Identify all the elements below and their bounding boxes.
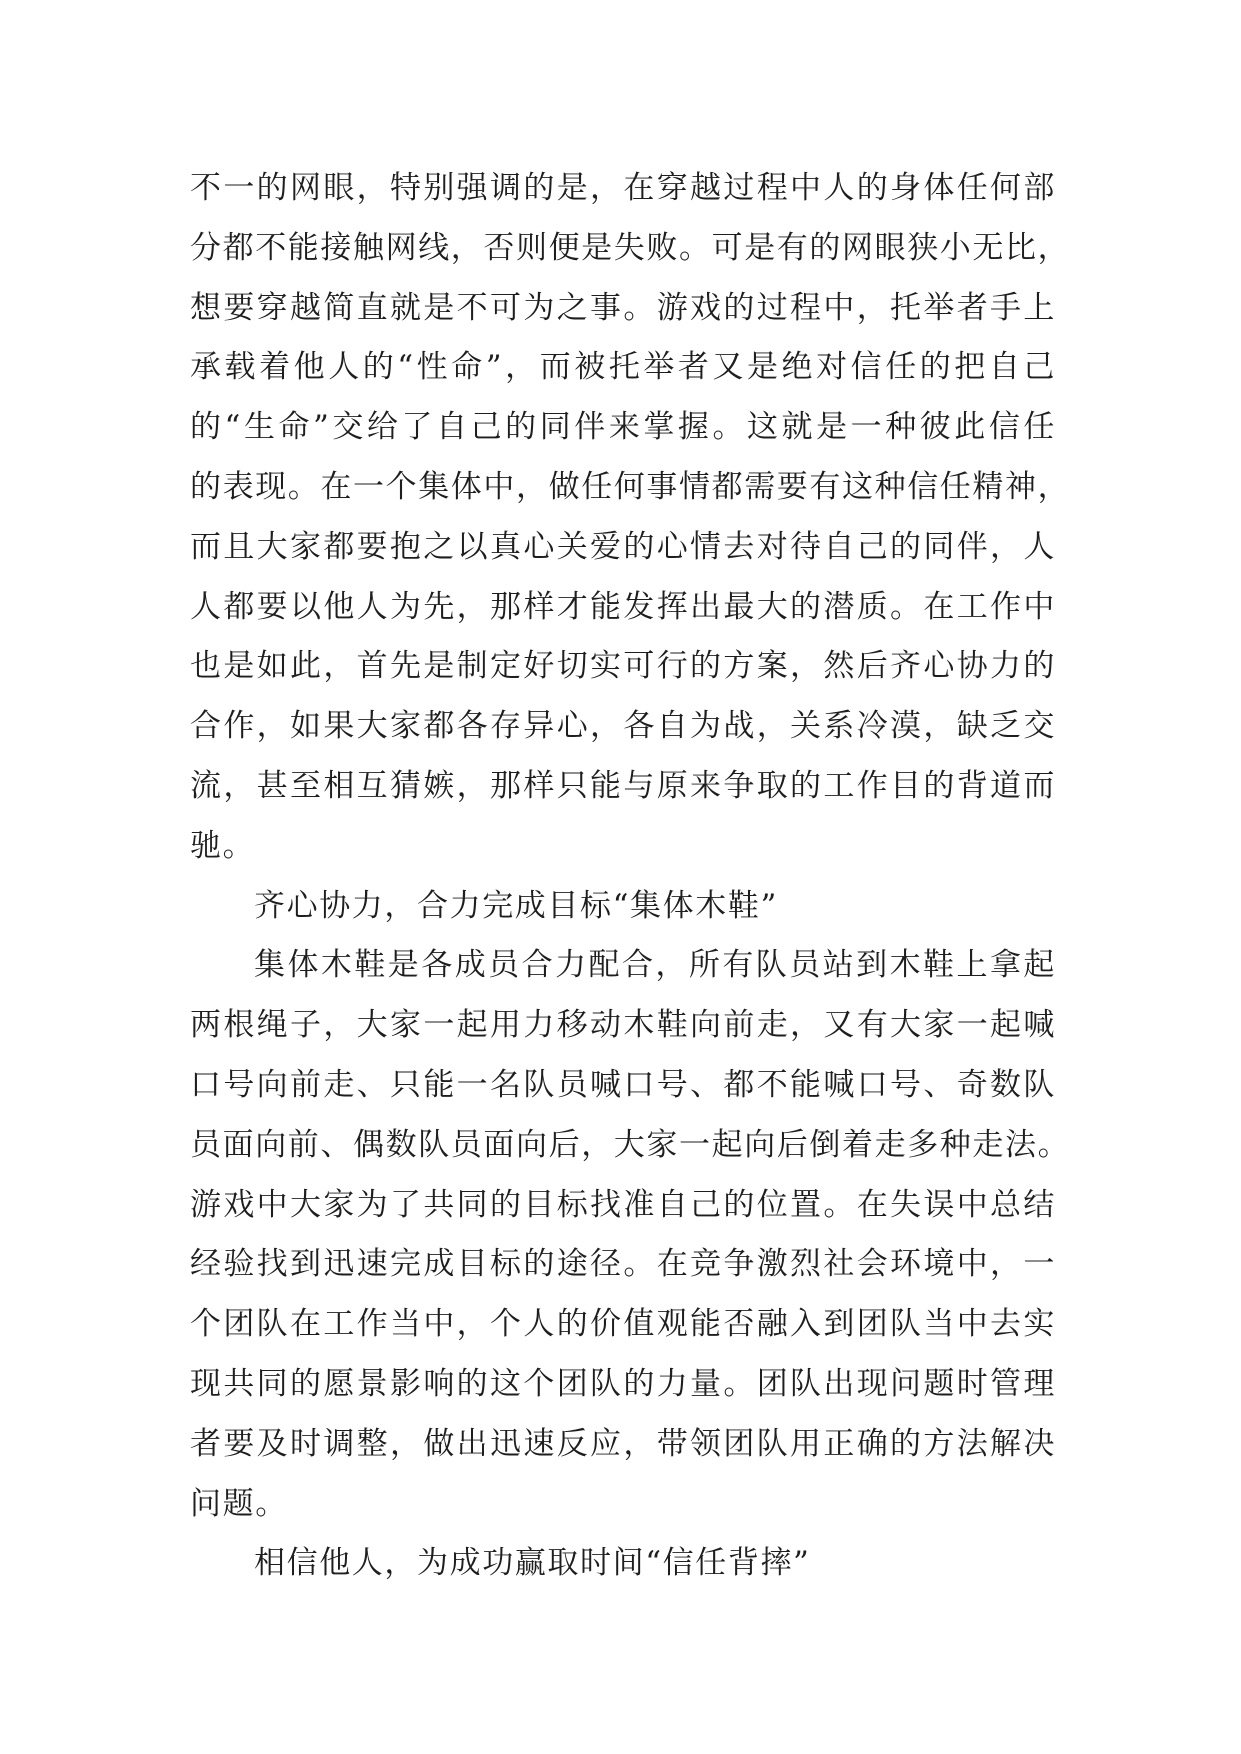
- text-line: 问题。: [190, 1485, 288, 1522]
- heading-line: 齐心协力，合力完成目标“集体木鞋”: [254, 887, 778, 924]
- text-line: 也是如此，首先是制定好切实可行的方案，然后齐心协力的: [190, 648, 1056, 685]
- text-line: 的表现。在一个集体中，做任何事情都需要有这种信任精神，: [190, 468, 1071, 505]
- text-line: 分都不能接触网线，否则便是失败。可是有的网眼狭小无比，: [190, 229, 1071, 266]
- text-line: 不一的网眼，特别强调的是，在穿越过程中人的身体任何部: [190, 170, 1056, 206]
- text-line: 口号向前走、只能一名队员喊口号、都不能喊口号、奇数队: [190, 1066, 1056, 1103]
- text-line: 合作，如果大家都各存异心，各自为战，关系冷漠，缺乏交: [190, 708, 1056, 745]
- text-line: 经验找到迅速完成目标的途径。在竞争激烈社会环境中，一: [190, 1246, 1056, 1283]
- document-body: [190, 159, 1071, 1594]
- section-heading-trust-fall: [190, 1534, 1056, 1594]
- text-line: 人都要以他人为先，那样才能发挥出最大的潜质。在工作中: [190, 588, 1056, 625]
- text-line: 游戏中大家为了共同的目标找准自己的位置。在失误中总结: [190, 1186, 1056, 1223]
- text-line: 承载着他人的“性命”，而被托举者又是绝对信任的把自己: [190, 349, 1056, 386]
- text-line: 两根绳子，大家一起用力移动木鞋向前走，又有大家一起喊: [190, 1007, 1056, 1044]
- text-line: 现共同的愿景影响的这个团队的力量。团队出现问题时管理: [190, 1365, 1056, 1402]
- text-line: 个团队在工作当中，个人的价值观能否融入到团队当中去实: [190, 1306, 1056, 1343]
- text-line: 的“生命”交给了自己的同伴来掌握。这就是一种彼此信任: [190, 409, 1056, 446]
- heading-line: 相信他人，为成功赢取时间“信任背摔”: [254, 1545, 811, 1582]
- text-line: 驰。: [190, 827, 256, 864]
- text-line: 员面向前、偶数队员面向后，大家一起向后倒着走多种走法。: [190, 1126, 1071, 1163]
- text-line: 集体木鞋是各成员合力配合，所有队员站到木鞋上拿起: [254, 947, 1056, 984]
- text-line: 流，甚至相互猜嫉，那样只能与原来争取的工作目的背道而: [190, 767, 1056, 804]
- section-heading-collective-clogs: [190, 877, 1056, 937]
- paragraph-trust-net: [190, 159, 1071, 877]
- text-line: 想要穿越简直就是不可为之事。游戏的过程中，托举者手上: [190, 289, 1056, 326]
- paragraph-collective-clogs: [190, 936, 1071, 1534]
- text-line: 而且大家都要抱之以真心关爱的心情去对待自己的同伴，人: [190, 528, 1056, 565]
- text-line: 者要及时调整，做出迅速反应，带领团队用正确的方法解决: [190, 1425, 1056, 1462]
